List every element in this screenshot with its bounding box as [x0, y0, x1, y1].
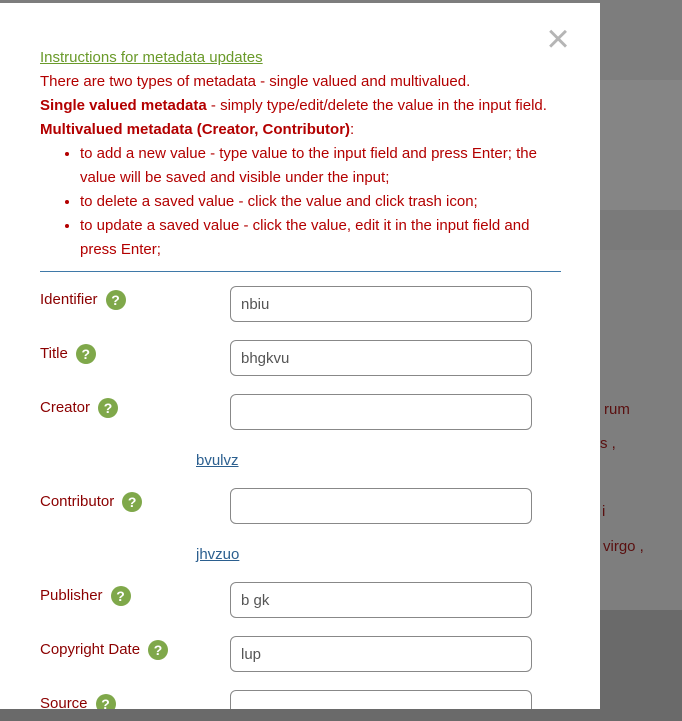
background-text-fragment: virgo , [603, 538, 644, 555]
instructions [40, 46, 570, 262]
identifier-input[interactable] [230, 286, 532, 322]
single-valued-heading: Single valued metadata [40, 97, 207, 114]
publisher-input[interactable] [230, 582, 532, 618]
copyright-date-input[interactable] [230, 636, 532, 672]
help-icon[interactable]: ? [106, 290, 126, 310]
copyright-date-label: Copyright Date [40, 640, 141, 658]
source-input[interactable] [230, 690, 532, 709]
help-icon[interactable]: ? [96, 694, 116, 709]
background-text-fragment: s , [600, 435, 616, 452]
background-text-fragment: i [602, 503, 606, 520]
help-icon[interactable]: ? [111, 586, 131, 606]
instructions-list [40, 142, 570, 262]
contributor-input[interactable] [230, 488, 532, 524]
instructions-single [40, 94, 570, 118]
instructions-line: There are two types of metadata - single valued and multivalued. [40, 73, 471, 90]
creator-label: Creator [40, 398, 91, 416]
background-text-fragment: rum [604, 401, 630, 418]
creator-saved-value[interactable]: bvulvz [196, 452, 239, 469]
publisher-label-row [40, 586, 131, 606]
source-label: Source [40, 694, 88, 709]
identifier-label-row [40, 290, 126, 310]
instructions-multi [40, 118, 570, 142]
instruction-bullet: • to update a saved value - click the value, edit it in the input field and press Enter; [80, 214, 570, 262]
multi-valued-heading: Multivalued metadata (Creator, Contributor) [40, 121, 351, 138]
copyright-date-label-row [40, 640, 168, 660]
instruction-bullet: • to add a new value - type value to the input field and press Enter; the value will be saved and visible under the input; [80, 142, 570, 190]
identifier-label: Identifier [40, 290, 98, 308]
close-icon[interactable]: × [546, 17, 570, 61]
instructions-link[interactable]: Instructions for metadata updates [40, 49, 263, 66]
help-icon[interactable]: ? [76, 344, 96, 364]
contributor-label: Contributor [40, 492, 115, 510]
source-label-row [40, 694, 116, 709]
creator-label-row [40, 398, 118, 418]
title-label: Title [40, 344, 68, 362]
divider [40, 271, 561, 272]
contributor-label-row [40, 492, 142, 512]
instruction-bullet: • to delete a saved value - click the value and click trash icon; [80, 190, 570, 214]
title-label-row [40, 344, 96, 364]
help-icon[interactable]: ? [122, 492, 142, 512]
contributor-saved-value[interactable]: jhvzuo [196, 546, 240, 563]
metadata-modal [0, 3, 600, 709]
publisher-label: Publisher [40, 586, 103, 604]
title-input[interactable] [230, 340, 532, 376]
help-icon[interactable]: ? [148, 640, 168, 660]
creator-input[interactable] [230, 394, 532, 430]
multi-valued-text: : [350, 121, 355, 138]
single-valued-text: - simply type/edit/delete the value in the input field. [206, 97, 547, 114]
help-icon[interactable]: ? [98, 398, 118, 418]
